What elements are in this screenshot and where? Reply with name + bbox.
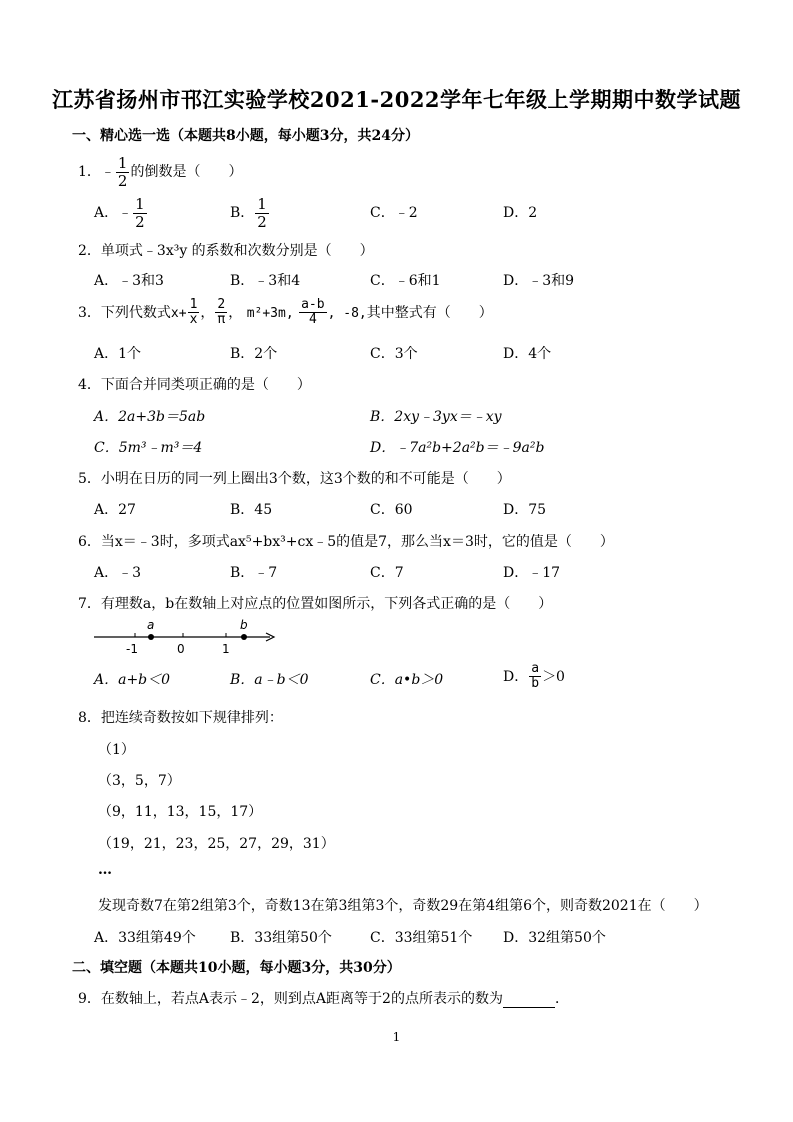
q3-option-d: D．4个 (503, 346, 552, 362)
group-3: （9，11，13，15，17） (98, 804, 263, 820)
label-a: a (147, 618, 155, 632)
q5-option-d: D．75 (503, 502, 547, 518)
q2-option-d: D．﹣3和9 (503, 273, 575, 289)
group-4: （19，21，23，25，27，29，31） (98, 836, 335, 852)
q4-option-b: B．2xy﹣3yx＝﹣xy (370, 409, 502, 425)
number-line-figure (90, 615, 290, 657)
q1-option-b: B． $\frac{1}{2}$ (230, 195, 267, 231)
question-1: 1．﹣ $\frac{1}{2}$ 的倒数是（ ） (78, 154, 243, 190)
label-b: b (240, 618, 248, 632)
q2-option-c: C．﹣6和1 (370, 273, 441, 289)
q6-option-b: B．﹣7 (230, 565, 278, 581)
answer-blank[interactable] (503, 993, 555, 1008)
fraction: $\frac{1}{2}$ (117, 154, 128, 190)
page-title: 江苏省扬州市邗江实验学校2021-2022学年七年级上学期期中数学试题 (51, 87, 742, 112)
ellipsis: … (98, 862, 112, 878)
q8-option-c: C．33组第51个 (370, 930, 473, 946)
question-3: 3．下列代数式x+ $\frac{1}{x}$ ， $\frac{2}{\pi}$ ， m²+3m, $\frac{a-b}{4}$ , -8,其中整式有（ ） (78, 297, 493, 328)
q6-option-d: D．﹣17 (503, 565, 561, 581)
question-5: 5．小明在日历的同一列上圈出3个数，这3个数的和不可能是（ ） (78, 471, 511, 487)
question-2: 2．单项式﹣3x³y 的系数和次数分别是（ ） (78, 243, 374, 259)
section-1-heading: 一、精心选一选（本题共8小题，每小题3分，共24分） (72, 128, 419, 144)
q2-option-b: B．﹣3和4 (230, 273, 301, 289)
q4-option-a: A．2a+3b＝5ab (94, 409, 206, 425)
q5-option-c: C．60 (370, 502, 413, 518)
q7-option-d: D． $\frac{a}{b}$ ＞0 (503, 661, 565, 692)
section-2-heading: 二、填空题（本题共10小题，每小题3分，共30分） (72, 960, 401, 976)
q8-option-a: A．33组第49个 (94, 930, 196, 946)
q1-option-a: A．﹣ $\frac{1}{2}$ (94, 195, 145, 231)
group-2: （3，5，7） (98, 773, 181, 789)
question-7: 7．有理数a，b在数轴上对应点的位置如图所示，下列各式正确的是（ ） (78, 596, 553, 612)
q4-option-c: C．5m³﹣m³＝4 (94, 440, 203, 456)
q5-option-b: B．45 (230, 502, 273, 518)
q8-description: 发现奇数7在第2组第3个，奇数13在第3组第3个，奇数29在第4组第6个，则奇数2021在（ ） (98, 898, 708, 914)
q8-option-b: B．33组第50个 (230, 930, 332, 946)
page-number: 1 (392, 1030, 401, 1044)
q2-option-a: A．﹣3和3 (94, 273, 164, 289)
q7-option-c: C．a•b＞0 (370, 672, 444, 688)
tick-label-minus-1: -1 (126, 642, 138, 656)
point-a (148, 634, 154, 640)
q1-option-c: C．﹣2 (370, 205, 418, 221)
q3-option-c: C．3个 (370, 346, 418, 362)
point-b (241, 634, 247, 640)
q5-option-a: A．27 (94, 502, 136, 518)
q7-option-b: B．a﹣b＜0 (230, 672, 309, 688)
group-1: （1） (98, 742, 135, 758)
question-4: 4．下面合并同类项正确的是（ ） (78, 377, 311, 393)
q8-option-d: D．32组第50个 (503, 930, 606, 946)
tick-label-1: 1 (222, 642, 230, 656)
q3-option-a: A．1个 (94, 346, 142, 362)
q1-option-d: D．2 (503, 205, 538, 221)
q6-option-a: A．﹣3 (94, 565, 142, 581)
question-9: 9．在数轴上，若点A表示﹣2，则到点A距离等于2的点所表示的数为 ． (78, 991, 569, 1007)
q6-option-c: C．7 (370, 565, 404, 581)
question-6: 6．当x＝﹣3时，多项式ax⁵+bx³+cx﹣5的值是7，那么当x＝3时，它的值是（ ） (78, 534, 614, 550)
q4-option-d: D．﹣7a²b+2a²b＝﹣9a²b (370, 440, 545, 456)
tick-label-0: 0 (177, 642, 185, 656)
q7-option-a: A．a+b＜0 (94, 672, 171, 688)
question-8: 8．把连续奇数按如下规律排列： (78, 710, 283, 726)
q3-option-b: B．2个 (230, 346, 278, 362)
